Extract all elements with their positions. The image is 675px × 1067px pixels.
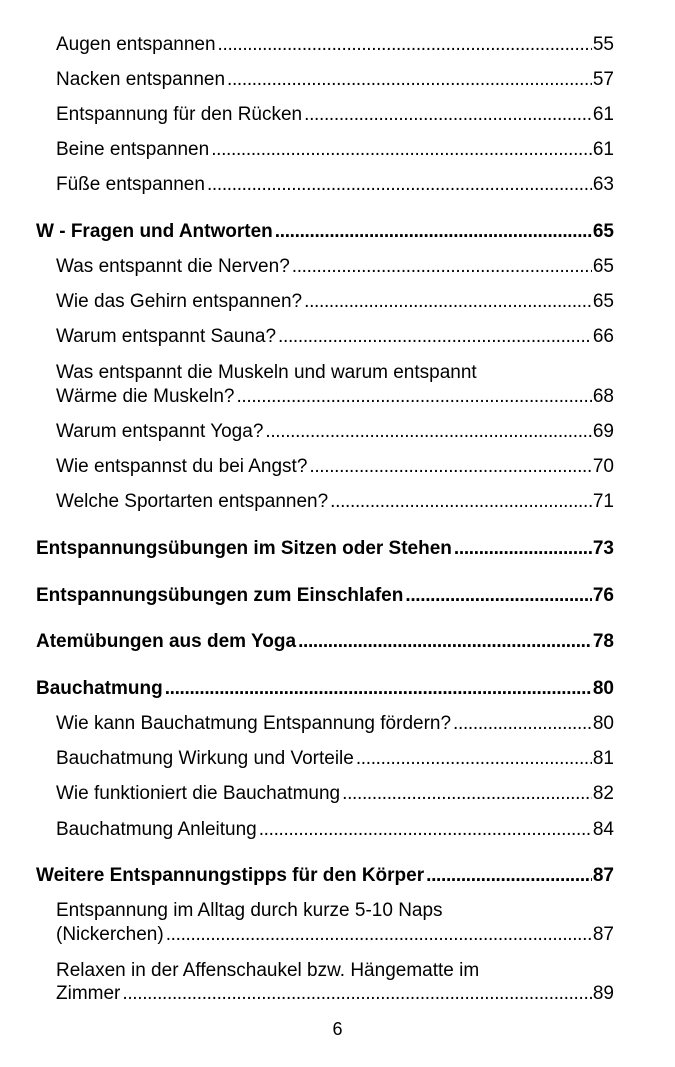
toc-chapter[interactable] [36, 630, 614, 654]
toc-entry-title: Augen entspannen [56, 34, 216, 55]
toc-chapter-title: Atemübungen aus dem Yoga [36, 631, 297, 652]
toc-chapter-title: Bauchatmung [36, 678, 163, 699]
toc-entry[interactable] [56, 782, 614, 806]
toc-entry-page: 66 [592, 326, 614, 347]
dot-leader [265, 420, 591, 444]
toc-entry[interactable] [56, 138, 614, 162]
dot-leader [207, 173, 592, 197]
toc-entry[interactable] [56, 103, 614, 127]
dot-leader [304, 290, 592, 314]
toc-chapter-title: W - Fragen und Antworten [36, 221, 273, 242]
dot-leader [211, 138, 592, 162]
toc-entry[interactable] [56, 33, 614, 57]
dot-leader [236, 385, 591, 409]
dot-leader [304, 103, 592, 127]
dot-leader [259, 818, 592, 842]
toc-entry-page: 70 [592, 456, 614, 477]
toc-chapter[interactable] [36, 584, 614, 608]
toc-entry-page: 55 [592, 34, 614, 55]
toc-entry[interactable] [56, 173, 614, 197]
toc-entry-title: Bauchatmung Wirkung und Vorteile [56, 748, 354, 769]
toc-entry-title: Zimmer [56, 983, 121, 1004]
toc-entry[interactable] [56, 455, 614, 479]
toc-entry-title-line1[interactable]: Was entspannt die Muskeln und warum entspannt [56, 362, 477, 383]
toc-chapter[interactable] [36, 537, 614, 561]
dot-leader [405, 584, 592, 608]
toc-chapter[interactable] [36, 864, 614, 888]
toc-entry-title: Wie kann Bauchatmung Entspannung fördern? [56, 713, 452, 734]
toc-chapter[interactable] [36, 677, 614, 701]
toc-chapter-page: 80 [592, 678, 614, 699]
toc-entry-page: 63 [592, 174, 614, 195]
toc-chapter-page: 73 [592, 538, 614, 559]
toc-entry[interactable] [56, 385, 614, 409]
dot-leader [227, 68, 592, 92]
dot-leader [342, 782, 592, 806]
toc-entry-title: Welche Sportarten entspannen? [56, 491, 329, 512]
toc-entry-page: 68 [592, 386, 614, 407]
toc-entry-title: Warum entspannt Yoga? [56, 421, 264, 442]
dot-leader [426, 864, 592, 888]
toc-entry-page: 65 [592, 256, 614, 277]
toc-entry-title: Entspannung für den Rücken [56, 104, 303, 125]
toc-entry-page: 80 [592, 713, 614, 734]
toc-entry-title: Nacken entspannen [56, 69, 226, 90]
toc-entry-title: Beine entspannen [56, 139, 210, 160]
toc-entry-page: 87 [592, 924, 614, 945]
toc-entry-title: Was entspannt die Nerven? [56, 256, 290, 277]
dot-leader [218, 33, 592, 57]
page-number: 6 [332, 1019, 343, 1039]
toc-entry[interactable] [56, 290, 614, 314]
toc-entry-title-line1[interactable]: Entspannung im Alltag durch kurze 5-10 Naps [56, 900, 443, 921]
toc-chapter-page: 65 [592, 221, 614, 242]
toc-entry-title: (Nickerchen) [56, 924, 164, 945]
toc-entry[interactable] [56, 255, 614, 279]
dot-leader [278, 325, 592, 349]
toc-entry[interactable] [56, 923, 614, 947]
toc-entry[interactable] [56, 747, 614, 771]
dot-leader [165, 677, 592, 701]
toc-entry-page: 57 [592, 69, 614, 90]
toc-entry-page: 61 [592, 104, 614, 125]
dot-leader [292, 255, 592, 279]
dot-leader [330, 490, 592, 514]
toc-entry-page: 84 [592, 819, 614, 840]
toc-entry-title: Warum entspannt Sauna? [56, 326, 277, 347]
toc-entry-title: Bauchatmung Anleitung [56, 819, 257, 840]
toc-entry-page: 65 [592, 291, 614, 312]
dot-leader [356, 747, 592, 771]
toc-chapter-title: Entspannungsübungen im Sitzen oder Stehen [36, 538, 452, 559]
toc-entry[interactable] [56, 712, 614, 736]
toc-entry-page: 81 [592, 748, 614, 769]
toc-entry-title: Füße entspannen [56, 174, 205, 195]
toc-chapter-title: Entspannungsübungen zum Einschlafen [36, 585, 404, 606]
toc-chapter-page: 87 [592, 865, 614, 886]
toc-chapter[interactable] [36, 220, 614, 244]
dot-leader [309, 455, 591, 479]
toc-entry[interactable] [56, 325, 614, 349]
toc-entry-title-line1[interactable]: Relaxen in der Affenschaukel bzw. Hängematte im [56, 960, 480, 981]
toc-chapter-title: Weitere Entspannungstipps für den Körper [36, 865, 425, 886]
dot-leader [454, 537, 592, 561]
toc-chapter-page: 78 [592, 631, 614, 652]
dot-leader [122, 982, 591, 1006]
dot-leader [453, 712, 592, 736]
toc-entry[interactable] [56, 68, 614, 92]
toc-entry[interactable] [56, 818, 614, 842]
toc-entry-title: Wie funktioniert die Bauchatmung [56, 783, 341, 804]
dot-leader [275, 220, 592, 244]
toc-entry[interactable] [56, 490, 614, 514]
toc-entry-page: 82 [592, 783, 614, 804]
toc-entry-title: Wie das Gehirn entspannen? [56, 291, 303, 312]
toc-entry-page: 89 [592, 983, 614, 1004]
toc-entry-page: 69 [592, 421, 614, 442]
toc-entry-title: Wärme die Muskeln? [56, 386, 235, 407]
toc-entry-page: 61 [592, 139, 614, 160]
dot-leader [166, 923, 592, 947]
dot-leader [298, 630, 592, 654]
toc-entry[interactable] [56, 982, 614, 1006]
toc-chapter-page: 76 [592, 585, 614, 606]
toc-entry-page: 71 [592, 491, 614, 512]
toc-entry[interactable] [56, 420, 614, 444]
toc-entry-title: Wie entspannst du bei Angst? [56, 456, 308, 477]
